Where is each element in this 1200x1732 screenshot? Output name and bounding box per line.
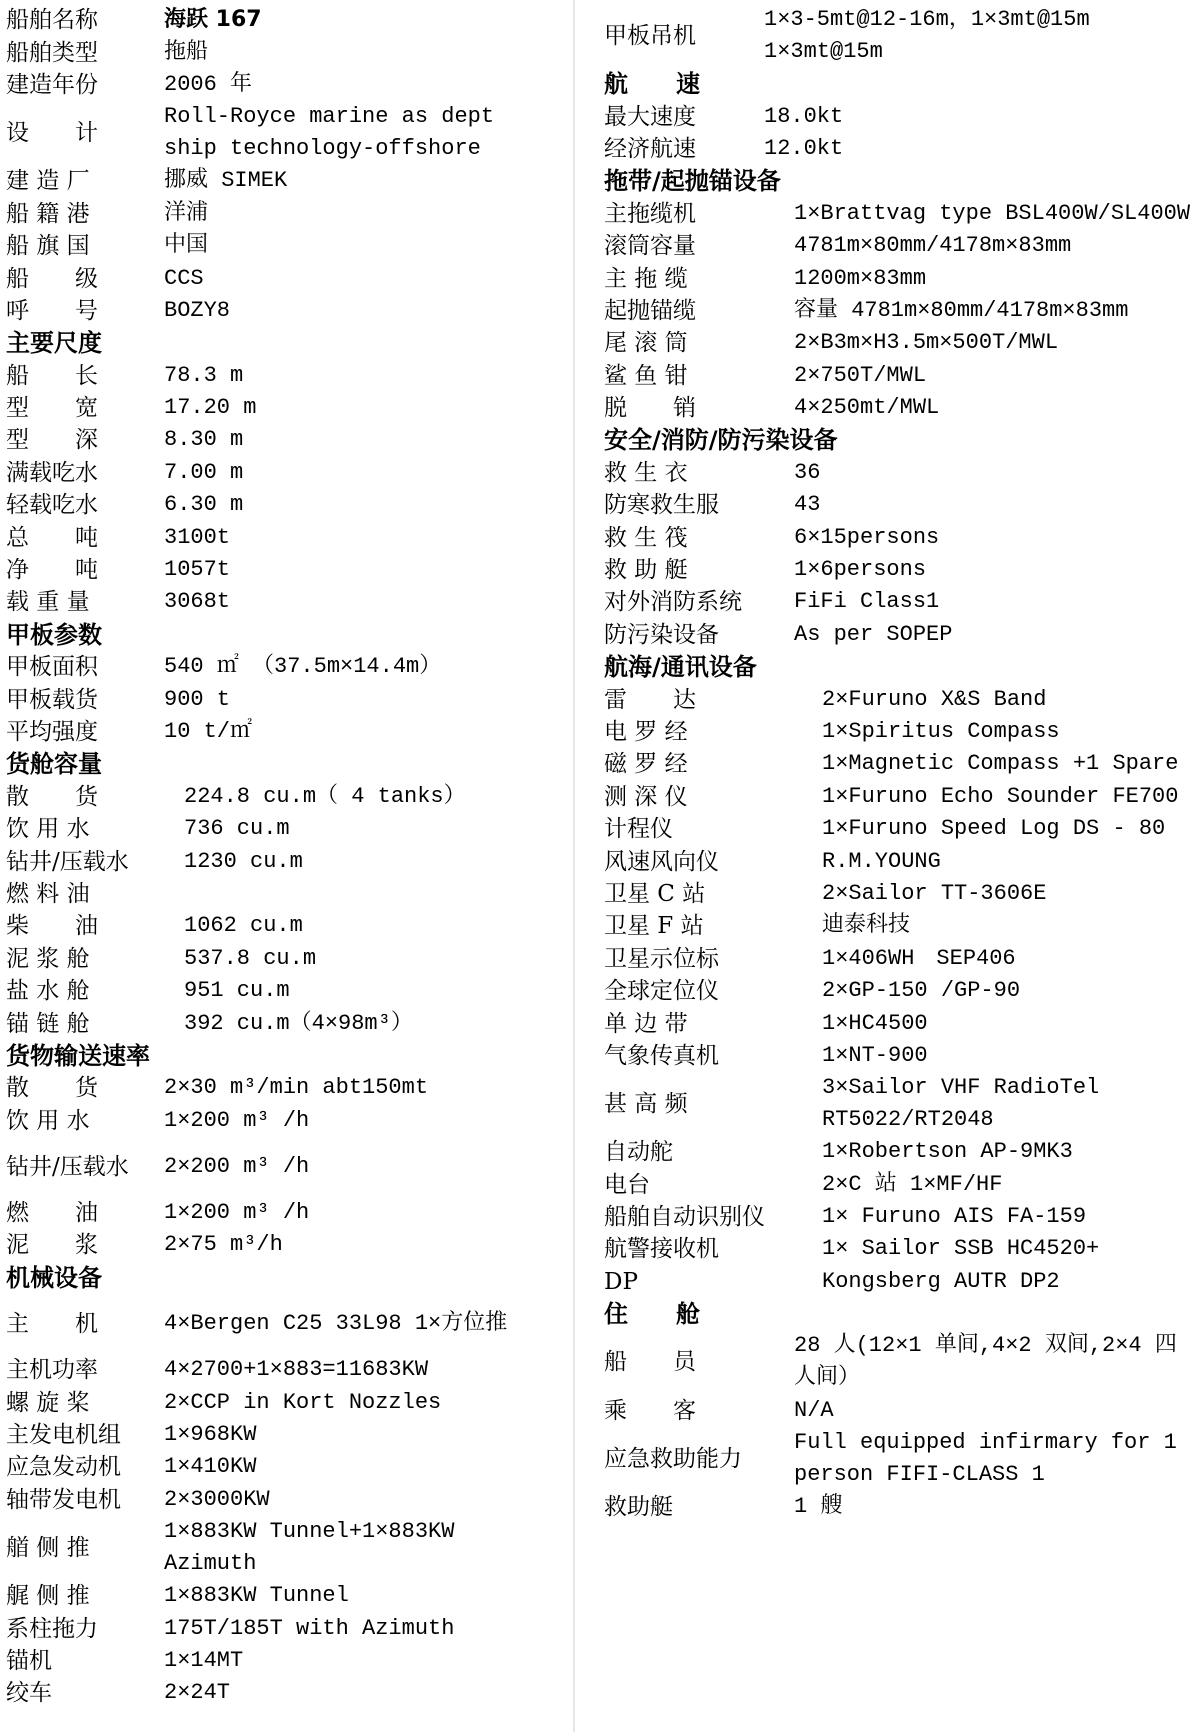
spec-label: 救助艇: [604, 1494, 673, 1521]
spec-row: [6, 424, 566, 456]
spec-value: 537.8 cu.m: [184, 945, 317, 971]
spec-row: [6, 101, 566, 165]
spec-row: [604, 1427, 1196, 1491]
spec-label: 风速风向仪: [604, 848, 719, 875]
spec-label: 尾 滚 筒: [604, 330, 688, 357]
spec-row: [6, 4, 566, 36]
spec-row: [6, 943, 566, 975]
spec-row: [604, 100, 1196, 132]
section-heading: [6, 748, 566, 780]
spec-label: 泥 浆: [6, 1232, 98, 1259]
spec-label: 钻井/压载水: [6, 848, 129, 875]
section-heading-label: 航海/通讯设备: [604, 653, 757, 682]
spec-value: 迪泰科技: [822, 913, 911, 939]
spec-value: 6×15persons: [794, 524, 940, 550]
spec-row: [604, 1491, 1196, 1523]
spec-label: 全球定位仪: [604, 978, 719, 1005]
spec-value: 2×24T: [164, 1680, 231, 1706]
spec-row: [604, 1330, 1196, 1394]
spec-value: 1×410KW: [164, 1454, 257, 1480]
spec-value: Roll-Royce marine as dept ship technology-offshore: [164, 104, 508, 162]
spec-row: [604, 1201, 1196, 1233]
spec-label: 饮 用 水: [6, 816, 90, 843]
spec-label: 船 级: [6, 265, 98, 292]
spec-row: [604, 1169, 1196, 1201]
spec-value: 3100t: [164, 524, 231, 550]
spec-value: 1× Furuno AIS FA-159: [822, 1204, 1087, 1230]
spec-value: 28 人(12×1 单间,4×2 双间,2×4 四人间）: [794, 1333, 1177, 1391]
section-heading-label: 拖带/起抛锚设备: [604, 167, 781, 196]
spec-label: 应急救助能力: [604, 1445, 742, 1472]
spec-value: 1200m×83mm: [794, 265, 927, 291]
spec-row: [6, 1612, 566, 1644]
spec-row: [6, 781, 566, 813]
spec-label: 建 造 厂: [6, 168, 90, 195]
section-heading-label: 甲板参数: [6, 620, 102, 649]
spec-value: 36: [794, 459, 821, 485]
spec-value: 900 t: [164, 686, 231, 712]
spec-label: 磁 罗 经: [604, 751, 688, 778]
spec-label: 气象传真机: [604, 1042, 719, 1069]
spec-label: 散 货: [6, 783, 98, 810]
spec-row: [604, 586, 1196, 618]
spec-row: [604, 198, 1196, 230]
spec-value: 2×Furuno X&S Band: [822, 686, 1047, 712]
spec-row: [604, 1007, 1196, 1039]
spec-row: [6, 1451, 566, 1483]
spec-label: 计程仪: [604, 816, 673, 843]
spec-row: [6, 262, 566, 294]
spec-value: 1×HC4500: [822, 1010, 928, 1036]
spec-value: 540 ㎡ （37.5m×14.4m）: [164, 654, 442, 680]
spec-row: [6, 360, 566, 392]
spec-row: [6, 521, 566, 553]
spec-label: 卫星 C 站: [604, 880, 706, 907]
spec-row: [6, 1645, 566, 1677]
spec-row: [6, 1354, 566, 1386]
spec-row: [6, 295, 566, 327]
spec-value: 中国: [164, 233, 209, 259]
spec-value: 1×3-5mt@12-16m，1×3mt@15m 1×3mt@15m: [764, 7, 1103, 64]
spec-value: 2006 年: [164, 71, 253, 97]
spec-label: 单 边 带: [604, 1010, 688, 1037]
spec-value: As per SOPEP: [794, 621, 953, 647]
spec-row: [6, 554, 566, 586]
spec-label: 电台: [604, 1171, 650, 1198]
spec-value: 2×750T/MWL: [794, 362, 927, 388]
spec-label: 轻载吃水: [6, 492, 98, 519]
spec-label: 防寒救生服: [604, 492, 719, 519]
spec-row: [604, 910, 1196, 942]
spec-label: 救 生 筏: [604, 524, 688, 551]
section-heading: [604, 424, 1196, 456]
spec-value: 拖船: [164, 39, 209, 65]
spec-row: [6, 489, 566, 521]
section-heading-label: 货舱容量: [6, 750, 102, 779]
spec-label: 卫星示位标: [604, 945, 719, 972]
spec-row: [604, 1266, 1196, 1298]
spec-label: 主拖缆机: [604, 200, 696, 227]
spec-row: [6, 1419, 566, 1451]
spec-value: 2×3000KW: [164, 1486, 270, 1512]
spec-value: 2×75 m³/h: [164, 1232, 283, 1258]
section-heading: [6, 619, 566, 651]
spec-value: 1230 cu.m: [184, 848, 303, 874]
spec-value: 1×Furuno Echo Sounder FE700: [822, 783, 1179, 809]
spec-value: 1×883KW Tunnel+1×883KW Azimuth: [164, 1519, 468, 1577]
spec-label: 船 旗 国: [6, 233, 90, 260]
spec-value: 224.8 cu.m（ 4 tanks）: [184, 783, 466, 809]
spec-value: 容量 4781m×80mm/4178m×83mm: [794, 297, 1129, 323]
spec-row: [6, 1197, 566, 1229]
spec-row: [604, 781, 1196, 813]
spec-row: [604, 748, 1196, 780]
spec-row: [604, 683, 1196, 715]
spec-row: [604, 554, 1196, 586]
spec-row: [604, 1040, 1196, 1072]
spec-value: 海跃 167: [164, 7, 262, 33]
spec-row: [604, 262, 1196, 294]
spec-label: 泥 浆 舱: [6, 945, 90, 972]
spec-value: Full equipped infirmary for 1 person FIFI-CLASS 1: [794, 1429, 1191, 1487]
spec-label: 绞车: [6, 1680, 52, 1707]
spec-row: [6, 36, 566, 68]
section-heading: [6, 327, 566, 359]
spec-label: 滚筒容量: [604, 233, 696, 260]
spec-row: [6, 1294, 566, 1354]
spec-label: 乘 客: [604, 1397, 696, 1424]
spec-label: 平均强度: [6, 719, 98, 745]
spec-value: 175T/185T with Azimuth: [164, 1615, 455, 1641]
spec-row: [6, 683, 566, 715]
spec-value: 1×200 m³ /h: [164, 1200, 310, 1226]
spec-row: [604, 392, 1196, 424]
spec-row: [604, 1136, 1196, 1168]
spec-row: [604, 295, 1196, 327]
spec-value: 17.20 m: [164, 395, 257, 421]
spec-row: [604, 360, 1196, 392]
spec-row: [6, 586, 566, 618]
spec-value: 4781m×80mm/4178m×83mm: [794, 233, 1072, 259]
spec-row: [604, 1233, 1196, 1265]
spec-label: 艏 侧 推: [6, 1535, 90, 1562]
spec-row: [604, 975, 1196, 1007]
spec-label: 船舶类型: [6, 39, 98, 66]
spec-row: [604, 1394, 1196, 1426]
spec-value: 6.30 m: [164, 492, 244, 518]
spec-label: 防污染设备: [604, 621, 719, 648]
spec-value: 951 cu.m: [184, 978, 290, 1004]
spec-value: 洋浦: [164, 200, 209, 226]
spec-row: [604, 489, 1196, 521]
spec-value: 1×Brattvag type BSL400W/SL400W: [794, 200, 1191, 226]
spec-row: [6, 230, 566, 262]
spec-row: [604, 943, 1196, 975]
spec-value: 4×Bergen C25 33L98 1×方位推: [164, 1311, 508, 1337]
spec-label: 测 深 仪: [604, 783, 688, 810]
spec-value: 1× Sailor SSB HC4520+: [822, 1236, 1100, 1262]
spec-value: 挪威 SIMEK: [164, 168, 288, 194]
spec-value: 2×B3m×H3.5m×500T/MWL: [794, 330, 1059, 356]
spec-label: 船 籍 港: [6, 200, 90, 227]
spec-value: 1×883KW Tunnel: [164, 1583, 349, 1609]
spec-label: DP: [604, 1268, 638, 1295]
spec-row: [604, 327, 1196, 359]
spec-label: 螺 旋 桨: [6, 1389, 90, 1416]
spec-label: 载 重 量: [6, 589, 90, 616]
spec-value: 736 cu.m: [184, 816, 290, 842]
spec-value: 4×250mt/MWL: [794, 395, 940, 421]
spec-label: 甚 高 频: [604, 1091, 688, 1118]
spec-value: N/A: [794, 1397, 834, 1423]
spec-label: 起抛锚缆: [604, 297, 696, 324]
section-heading-label: 安全/消防/防污染设备: [604, 426, 838, 455]
spec-label: 电 罗 经: [604, 719, 688, 745]
spec-value: 1×Spiritus Compass: [822, 719, 1060, 744]
spec-value: 43: [794, 492, 821, 518]
spec-value: R.M.YOUNG: [822, 848, 941, 874]
section-heading: [604, 651, 1196, 683]
spec-label: 饮 用 水: [6, 1107, 90, 1134]
spec-row: [604, 716, 1196, 748]
spec-value: 7.00 m: [164, 459, 244, 485]
spec-value: 2×CCP in Kort Nozzles: [164, 1389, 442, 1415]
section-heading: [604, 68, 1196, 100]
column-divider: [573, 0, 575, 1732]
spec-label: 型 宽: [6, 395, 98, 422]
spec-value: 2×200 m³ /h: [164, 1153, 310, 1179]
spec-label: 甲板面积: [6, 654, 98, 681]
spec-value: 4×2700+1×883=11683KW: [164, 1357, 429, 1383]
left-column: [6, 4, 566, 1710]
right-column: [604, 4, 1196, 1523]
spec-row: [6, 165, 566, 197]
spec-label: 最大速度: [604, 103, 696, 130]
spec-row: [6, 845, 566, 877]
spec-label: 船舶自动识别仪: [604, 1204, 765, 1231]
spec-row: [6, 1386, 566, 1418]
spec-label: 钻井/压载水: [6, 1153, 129, 1180]
spec-row: [6, 975, 566, 1007]
spec-label: 呼 号: [6, 297, 98, 324]
spec-label: 满载吃水: [6, 459, 98, 486]
spec-row: [6, 1007, 566, 1039]
spec-label: 主 机: [6, 1311, 98, 1338]
spec-label: 燃 油: [6, 1200, 98, 1227]
spec-label: 总 吨: [6, 524, 98, 551]
spec-label: 对外消防系统: [604, 589, 742, 616]
spec-label: 船 长: [6, 362, 98, 389]
spec-value: 2×C 站 1×MF/HF: [822, 1171, 1003, 1197]
spec-label: 净 吨: [6, 557, 98, 584]
spec-value: 1×NT-900: [822, 1042, 928, 1068]
spec-row: [6, 1484, 566, 1516]
spec-label: 应急发动机: [6, 1454, 121, 1481]
spec-value: 1×Robertson AP-9MK3: [822, 1139, 1073, 1165]
spec-row: [604, 813, 1196, 845]
spec-label: 鲨 鱼 钳: [604, 362, 688, 389]
spec-label: 主 拖 缆: [604, 265, 688, 292]
spec-value: 1×200 m³ /h: [164, 1107, 310, 1133]
spec-row: [604, 230, 1196, 262]
spec-value: 3068t: [164, 589, 231, 615]
spec-label: 脱 销: [604, 395, 696, 422]
spec-label: 船舶名称: [6, 7, 98, 34]
spec-label: 卫星 F 站: [604, 913, 704, 940]
spec-value: 2×Sailor TT-3606E: [822, 880, 1047, 906]
spec-row: [604, 845, 1196, 877]
spec-row: [604, 4, 1196, 68]
spec-label: 设 计: [6, 120, 98, 147]
section-heading-label: 主要尺度: [6, 329, 102, 358]
section-heading-label: 货物输送速率: [6, 1041, 150, 1070]
spec-value: 2×30 m³/min abt150mt: [164, 1075, 429, 1101]
spec-row: [6, 813, 566, 845]
spec-label: 雷 达: [604, 686, 696, 713]
spec-label: 航警接收机: [604, 1236, 719, 1263]
spec-row: [6, 910, 566, 942]
spec-value: 3×Sailor VHF RadioTel RT5022/RT2048: [822, 1075, 1113, 1133]
spec-row: [604, 133, 1196, 165]
spec-value: 1×14MT: [164, 1647, 244, 1673]
spec-value: Kongsberg AUTR DP2: [822, 1268, 1060, 1294]
spec-label: 艉 侧 推: [6, 1583, 90, 1610]
spec-row: [6, 1229, 566, 1261]
spec-row: [6, 198, 566, 230]
spec-value: 78.3 m: [164, 362, 244, 388]
section-heading-label: 住 舱: [604, 1300, 700, 1329]
spec-value: 10 t/㎡: [164, 719, 253, 744]
spec-row: [604, 1072, 1196, 1136]
spec-value: 1057t: [164, 557, 231, 583]
section-heading: [6, 1262, 566, 1294]
spec-value: FiFi Class1: [794, 589, 940, 615]
spec-label: 自动舵: [604, 1139, 673, 1166]
section-heading: [604, 1298, 1196, 1330]
spec-value: 1×6persons: [794, 557, 927, 583]
spec-row: [6, 878, 566, 910]
spec-row: [604, 457, 1196, 489]
spec-label: 甲板载货: [6, 686, 98, 713]
spec-value: 1 艘: [794, 1494, 843, 1520]
spec-row: [6, 1072, 566, 1104]
spec-label: 建造年份: [6, 71, 98, 98]
spec-value: BOZY8: [164, 297, 231, 323]
spec-label: 盐 水 舱: [6, 978, 90, 1005]
spec-row: [6, 69, 566, 101]
spec-value: 392 cu.m（4×98m³）: [184, 1010, 413, 1036]
spec-value: 8.30 m: [164, 427, 244, 453]
spec-value: 1×Magnetic Compass +1 Spare: [822, 751, 1179, 777]
spec-label: 救 助 艇: [604, 557, 688, 584]
spec-label: 燃 料 油: [6, 880, 90, 907]
spec-label: 散 货: [6, 1075, 98, 1102]
spec-label: 船 员: [604, 1349, 696, 1376]
spec-label: 经济航速: [604, 135, 696, 162]
spec-value: 1×Furuno Speed Log DS - 80: [822, 816, 1166, 842]
spec-label: 甲板吊机: [604, 23, 696, 49]
spec-label: 柴 油: [6, 913, 98, 940]
spec-row: [6, 457, 566, 489]
spec-label: 系柱拖力: [6, 1615, 98, 1642]
spec-label: 锚机: [6, 1647, 52, 1674]
section-heading: [6, 1040, 566, 1072]
spec-value: 18.0kt: [764, 103, 844, 129]
spec-row: [6, 1105, 566, 1137]
spec-label: 主机功率: [6, 1357, 98, 1384]
spec-value: 2×GP-150 /GP-90: [822, 978, 1021, 1004]
spec-row: [6, 651, 566, 683]
spec-row: [6, 1580, 566, 1612]
spec-label: 主发电机组: [6, 1422, 121, 1449]
section-heading-label: 航 速: [604, 70, 700, 99]
spec-label: 锚 链 舱: [6, 1010, 90, 1037]
spec-value: 12.0kt: [764, 135, 844, 161]
spec-row: [6, 1516, 566, 1580]
spec-row: [604, 619, 1196, 651]
spec-value: 1×406WH SEP406: [822, 945, 1016, 971]
spec-row: [6, 716, 566, 748]
section-heading: [604, 165, 1196, 197]
spec-row: [604, 521, 1196, 553]
spec-label: 救 生 衣: [604, 459, 688, 486]
spec-row: [6, 1677, 566, 1709]
spec-row: [6, 1137, 566, 1197]
spec-value: 1062 cu.m: [184, 913, 303, 939]
spec-label: 型 深: [6, 427, 98, 454]
spec-row: [604, 878, 1196, 910]
spec-label: 轴带发电机: [6, 1486, 121, 1513]
spec-value: CCS: [164, 265, 204, 291]
section-heading-label: 机械设备: [6, 1263, 102, 1292]
spec-value: 1×968KW: [164, 1422, 257, 1448]
spec-row: [6, 392, 566, 424]
